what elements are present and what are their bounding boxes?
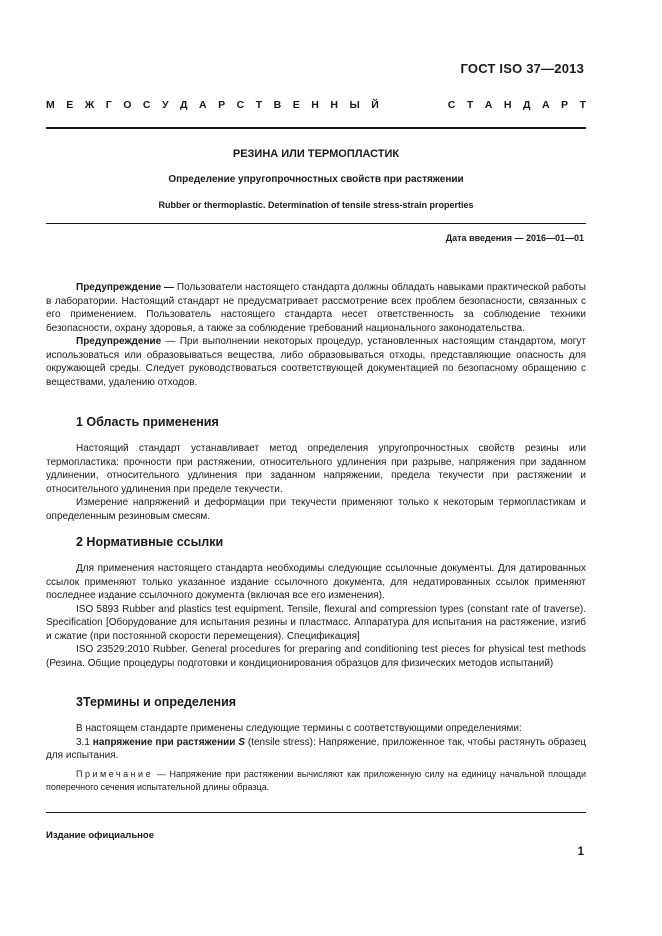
section-heading-terms: 3Термины и определения (76, 695, 237, 709)
paragraph: В настоящем стандарте применены следующие термины с соответствующими определениями: (76, 723, 522, 734)
warning-label: Предупреждение — (76, 282, 175, 293)
warnings-block (46, 281, 586, 389)
banner-letter: Р (561, 99, 569, 111)
banner-letter: М (46, 99, 55, 111)
warning-paragraph: Предупреждение — Пользователи настоящего стандарта должны обладать навыками практической работы в лаборатории. Настоящий стандарт не предусматривает рассмотрение всех проблем безопасности, связанных с его применением. Пользователь настоящего стандарта несет ответственность за соблюдение техники безопасности, охрану здоровья, а также за соблюдение требований национального законодательства. (46, 282, 586, 334)
interstate-standard-banner (46, 99, 586, 111)
document-title-english: Rubber or thermoplastic. Determination of tensile stress-strain properties (158, 200, 474, 210)
banner-letter: С (447, 99, 456, 111)
banner-letter: Е (292, 99, 300, 111)
section-heading-scope: 1 Область применения (76, 415, 219, 429)
banner-letter: Р (218, 99, 226, 111)
official-edition-label: Издание официальное (46, 830, 154, 841)
paragraph: Измерение напряжений и деформации при текучести применяют только к некоторым термопластикам и определенным резиновым смесям. (46, 497, 586, 522)
paragraph: Настоящий стандарт устанавливает метод определения упругопрочностных свойств резины или термопластика: прочности при растяжении, относительного удлинения при разрыве, напряжения при заданном удлинении, относительного удлинения при заданном напряжении, предела текучести при растяжении и относительного удлинения при пределе текучести. (46, 443, 586, 495)
banner-letter: С (236, 99, 245, 111)
term-definition: 3.1 напряжение при растяжении S (tensile stress): Напряжение, приложенное так, чтобы растянуть образец для испытания. (46, 736, 586, 761)
section-terms-body (46, 722, 586, 763)
banner-letter: Д (180, 99, 188, 111)
banner-letter: А (484, 99, 493, 111)
banner-letter: О (123, 99, 132, 111)
paragraph: Для применения настоящего стандарта необходимы следующие ссылочные документы. Для датированных ссылок применяют только указанное издание ссылочного документа, для недатированных ссылок применяют последнее издание ссылочного документа (включая все его изменения). (46, 563, 586, 601)
banner-letter: Т (466, 99, 474, 111)
banner-letter: Г (105, 99, 112, 111)
banner-letter: С (142, 99, 151, 111)
banner-gap (390, 99, 436, 111)
banner-letter: У (161, 99, 169, 111)
section-references-body (46, 562, 586, 670)
banner-letter: Т (255, 99, 263, 111)
banner-letter: А (199, 99, 207, 111)
banner-letter: Ж (84, 99, 95, 111)
warning-label: Предупреждение (76, 336, 162, 347)
introduction-date: Дата введения — 2016—01—01 (445, 233, 584, 243)
document-number: ГОСТ ISO 37—2013 (460, 61, 584, 76)
banner-letter: Й (371, 99, 379, 111)
section-scope-body (46, 442, 586, 523)
reference-item: ISO 5893 Rubber and plastics test equipment. Tensile, flexural and compression types (constant rate of traverse). Specification [Оборудование для испытания резины и пластмасс. Аппаратура для испытания на растяжение, изгиб и сжатие (при постоянной скорости перемещения). Спецификация] (46, 603, 586, 642)
banner-letter: В (273, 99, 282, 111)
section-heading-normative-references: 2 Нормативные ссылки (76, 535, 224, 549)
banner-letter: Д (522, 99, 531, 111)
note-label: Примечание (76, 769, 154, 779)
banner-letter: Н (330, 99, 338, 111)
banner-letter: Е (66, 99, 74, 111)
document-subtitle: Определение упругопрочностных свойств при растяжении (168, 174, 464, 185)
reference-item: ISO 23529:2010 Rubber. General procedures for preparing and conditioning test pieces for physical test methods (Резина. Общие процедуры подготовки и кондиционирования образцов для физических методов испытаний) (46, 644, 586, 669)
page-number: 1 (577, 846, 584, 858)
term-name: напряжение при растяжении (92, 736, 239, 748)
banner-letter: Ы (349, 99, 360, 111)
header-divider (46, 127, 586, 129)
banner-letter: Н (311, 99, 319, 111)
term-note: Примечание — Напряжение при растяжении вычисляют как приложенную силу на единицу начальной площади поперечного сечения испытательной длины образца. (46, 769, 586, 792)
banner-letter: Т (579, 99, 586, 111)
document-title: РЕЗИНА ИЛИ ТЕРМОПЛАСТИК (232, 148, 400, 160)
banner-letter: Н (503, 99, 512, 111)
term-symbol: S (238, 736, 245, 748)
title-divider (46, 223, 586, 224)
warning-paragraph: Предупреждение — При выполнении некоторых процедур, установленных настоящим стандартом, могут использоваться или образовываться вещества, либо образовываться отходы, представляющие опасность для окружающей среды. Следует руководствоваться соответствующей документацией по безопасному обращению с веществами, удалению отходов. (46, 336, 586, 388)
footer-divider (46, 812, 586, 813)
banner-letter: А (541, 99, 550, 111)
